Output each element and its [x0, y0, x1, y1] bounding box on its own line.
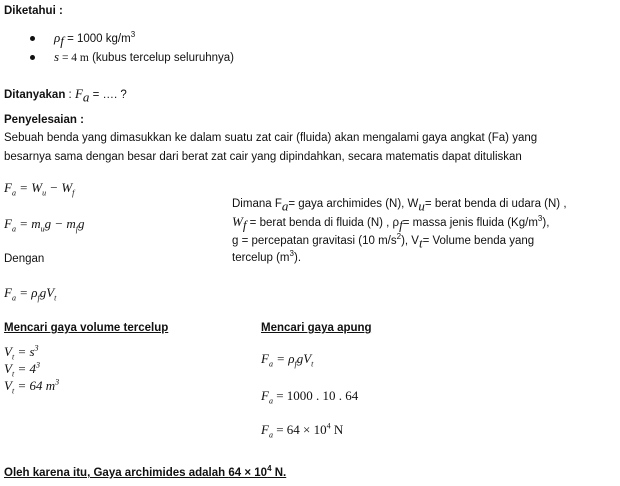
volume-heading: Mencari gaya volume tercelup — [4, 322, 169, 334]
explanation-line4: tercelup $(m^3)$. — [232, 249, 302, 264]
formula-fa-density: $F_a = \rho_fgV_t$ — [4, 285, 57, 303]
explanation-line3: g = percepatan gravitasi (10 $m/s^2$), $V_t=$ Volume benda yang — [232, 232, 535, 251]
known-density: $\rho_f = 1000$ $kg/m^3$ — [54, 30, 136, 49]
dengan-label: Dengan — [4, 253, 45, 265]
formula-fa-weights: $F_a = W_u - W_f$ — [4, 180, 75, 198]
bullet-icon — [30, 55, 35, 60]
conclusion: Oleh karena itu, Gaya archimides adalah $64 \times 10^4$ N. — [4, 464, 287, 479]
bullet-icon — [30, 36, 35, 41]
volume-line: $V_t = 4^3$ — [4, 360, 40, 379]
explanation-line2: $W_f$ = berat benda di fluida (N) , $\rho_f=$ massa jenis fluida $(Kg/m^3)$, — [232, 214, 550, 233]
solution-intro-line1: Sebuah benda yang dimasukkan ke dalam suatu zat cair (fluida) akan mengalami gaya angkat (Fa) yang — [4, 132, 538, 144]
buoyancy-line2: $F_a = 1000$ . 10 . 64 — [261, 388, 359, 406]
buoyancy-heading: Mencari gaya apung — [261, 322, 372, 334]
buoyancy-line3: $F_a = 64 \times 10^4$ N — [261, 421, 344, 440]
volume-line: $V_t = 64$ $m^3$ — [4, 377, 60, 396]
asked-line: Ditanyakan : $F_a$ = …. ? — [4, 86, 127, 105]
solution-intro-line2: besarnya sama dengan besar dari berat zat cair yang dipindahkan, secara matematis dapat dituliskan — [4, 151, 522, 163]
known-side: s = 4 m (kubus tercelup seluruhnya) — [54, 49, 234, 64]
volume-line: $V_t = s^3$ — [4, 343, 39, 362]
solution-heading: Penyelesaian : — [4, 114, 84, 126]
explanation-line1: Dimana $F_a=$ gaya archimides (N), $W_u=$ berat benda di udara (N) , — [232, 198, 567, 214]
formula-fa-masses: $F_a = m_ug - m_fg$ — [4, 216, 85, 234]
buoyancy-line1: $F_a = \rho_fgV_t$ — [261, 351, 314, 369]
known-heading: Diketahui : — [4, 5, 63, 17]
